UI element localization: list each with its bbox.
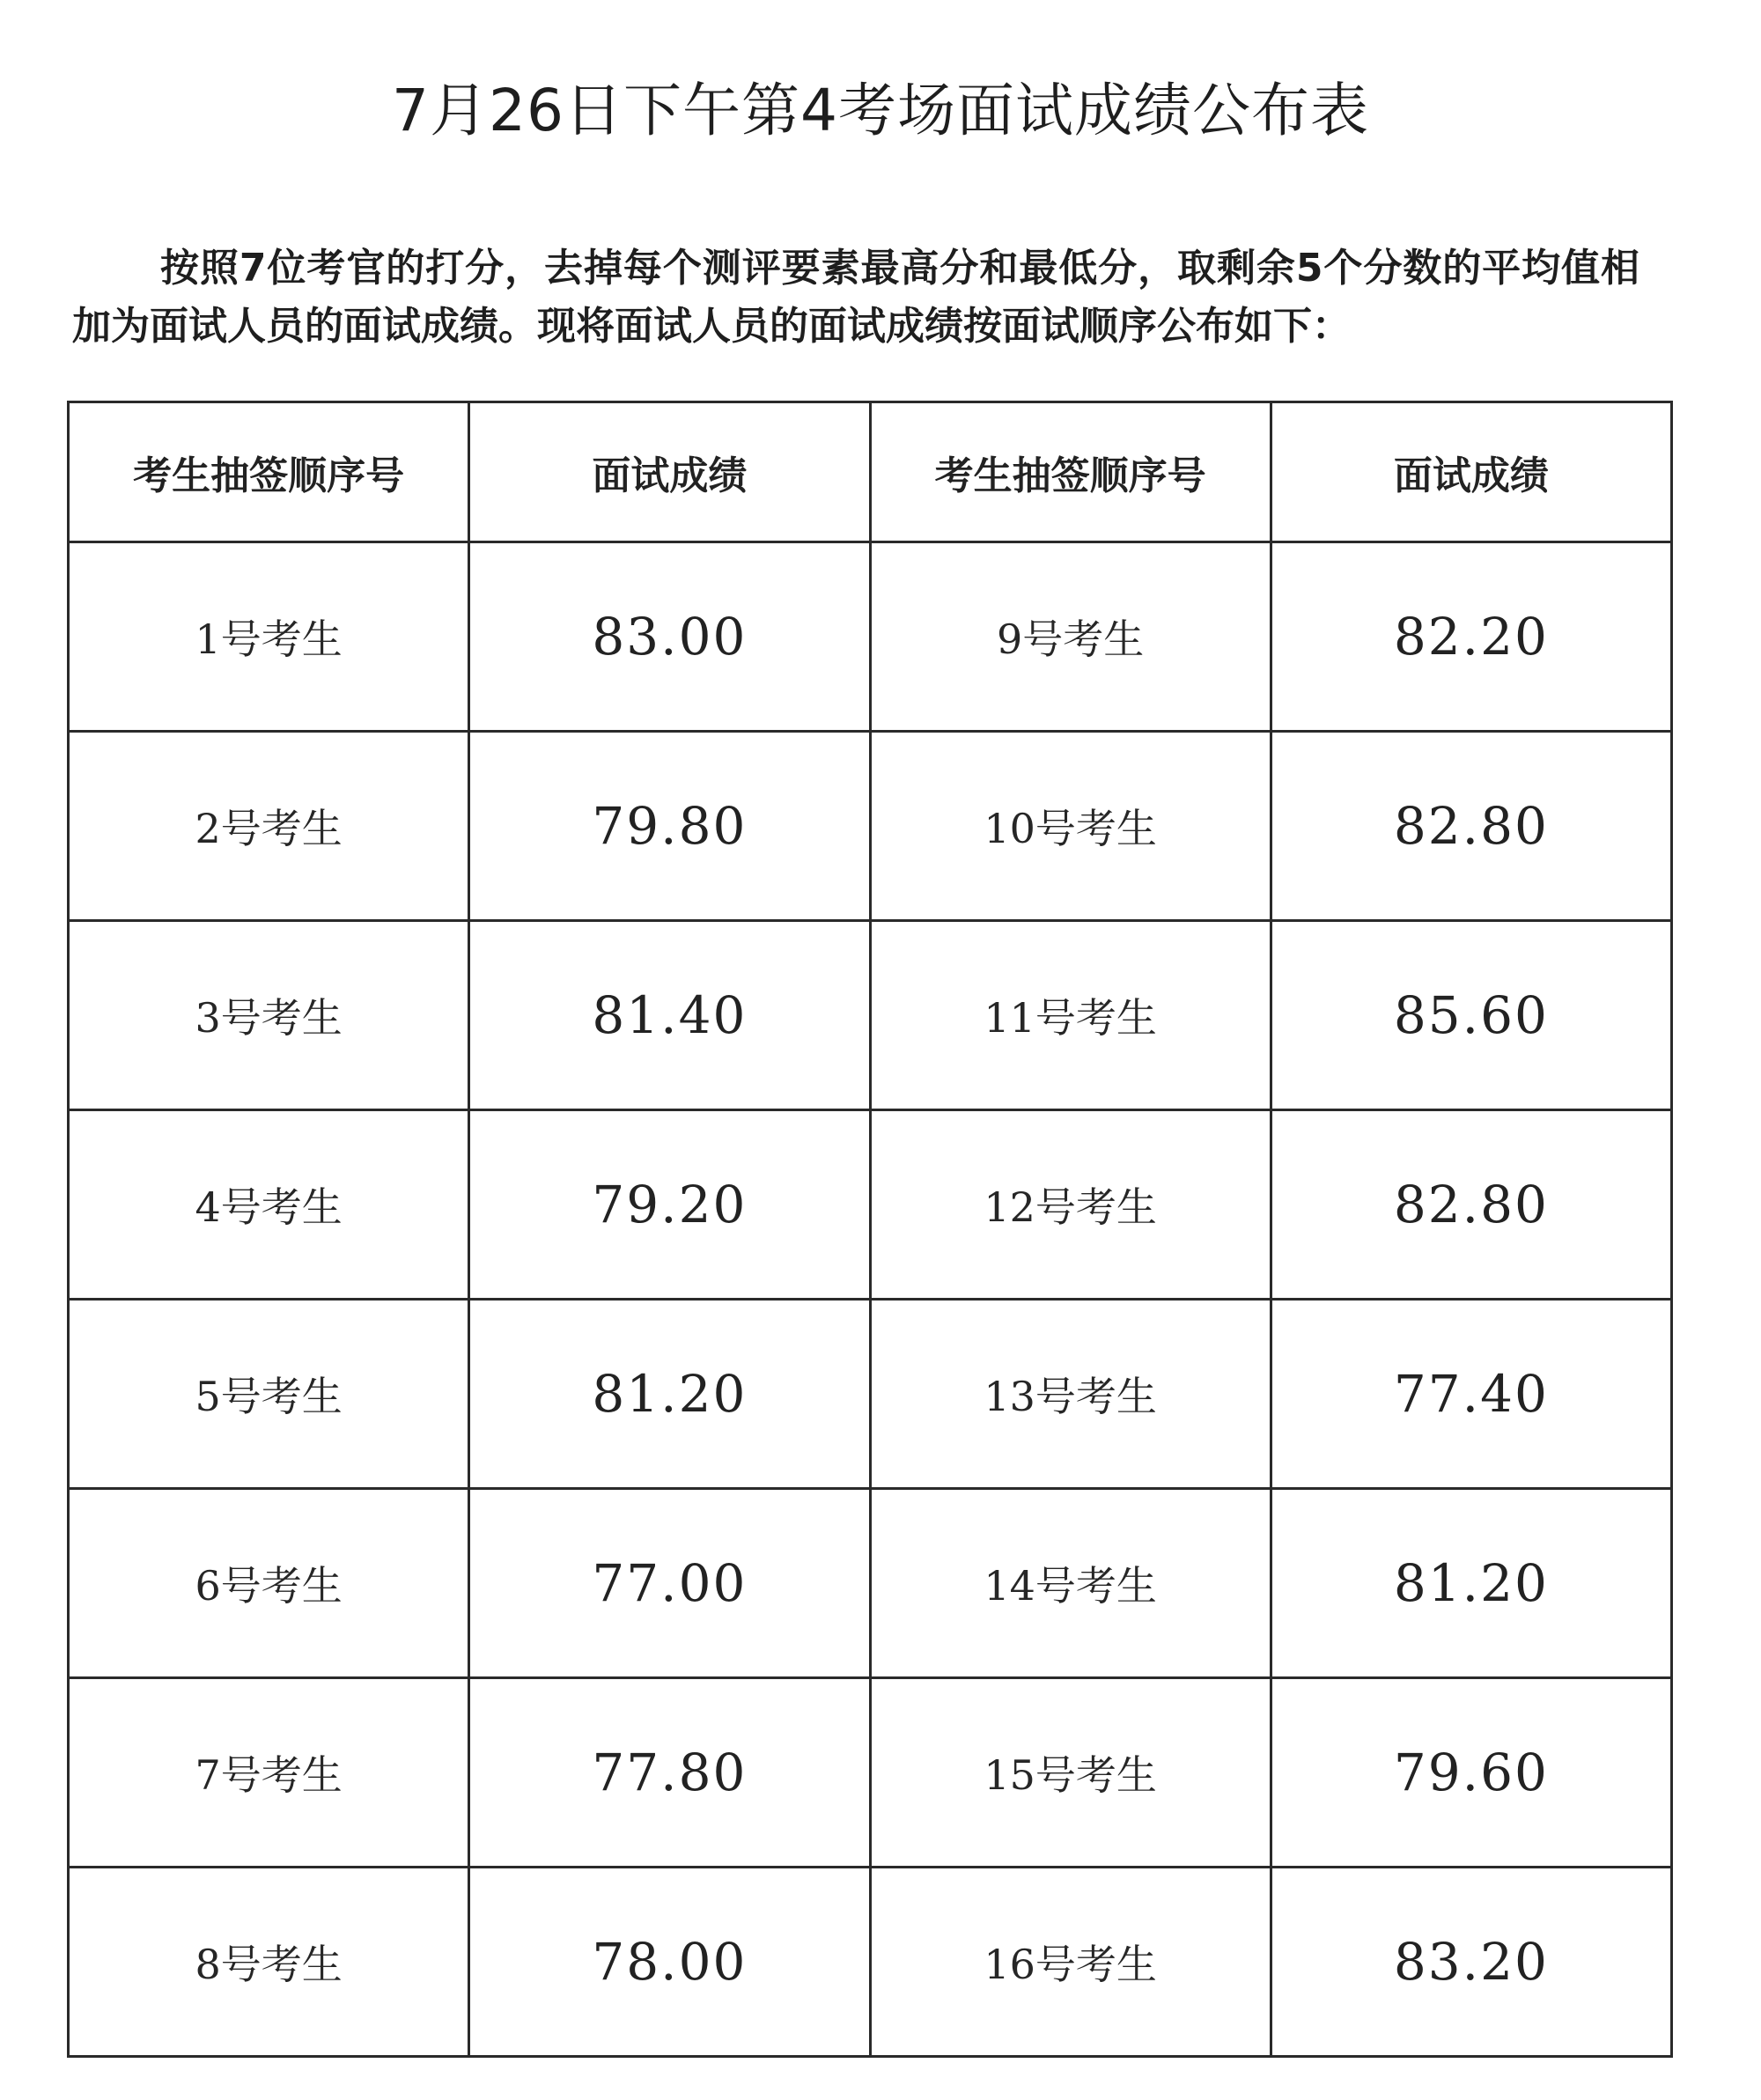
header-examinee-order-left: 考生抽签顺序号 — [69, 402, 469, 542]
examinee-cell: 3号考生 — [69, 921, 469, 1110]
header-score-right: 面试成绩 — [1271, 402, 1671, 542]
examinee-cell: 15号考生 — [870, 1678, 1271, 1868]
examinee-cell: 7号考生 — [69, 1678, 469, 1868]
header-row — [69, 402, 1672, 542]
table-body — [69, 542, 1672, 2057]
score-cell: 77.00 — [469, 1489, 870, 1678]
examinee-cell: 9号考生 — [870, 542, 1271, 732]
score-cell: 79.20 — [469, 1110, 870, 1300]
score-cell: 81.20 — [469, 1300, 870, 1489]
score-cell: 85.60 — [1271, 921, 1671, 1110]
header-examinee-order-right: 考生抽签顺序号 — [870, 402, 1271, 542]
table-row — [69, 1678, 1672, 1868]
score-cell: 79.80 — [469, 732, 870, 921]
examinee-cell: 10号考生 — [870, 732, 1271, 921]
intro-paragraph: 按照7位考官的打分，去掉每个测评要素最高分和最低分，取剩余5个分数的平均值相加为面试人员的面试成绩。现将面试人员的面试成绩按面试顺序公布如下： — [72, 246, 1639, 349]
examinee-cell: 5号考生 — [69, 1300, 469, 1489]
examinee-cell: 14号考生 — [870, 1489, 1271, 1678]
score-cell: 81.40 — [469, 921, 870, 1110]
score-cell: 78.00 — [469, 1868, 870, 2057]
page-title: 7月26日下午第4考场面试成绩公布表 — [392, 77, 1369, 144]
score-cell: 81.20 — [1271, 1489, 1671, 1678]
score-cell: 82.20 — [1271, 542, 1671, 732]
examinee-cell: 12号考生 — [870, 1110, 1271, 1300]
examinee-cell: 16号考生 — [870, 1868, 1271, 2057]
table-row — [69, 921, 1672, 1110]
examinee-cell: 11号考生 — [870, 921, 1271, 1110]
table-row — [69, 542, 1672, 732]
scores-table — [67, 401, 1673, 2058]
score-cell: 83.20 — [1271, 1868, 1671, 2057]
score-cell: 77.80 — [469, 1678, 870, 1868]
examinee-cell: 6号考生 — [69, 1489, 469, 1678]
score-cell: 79.60 — [1271, 1678, 1671, 1868]
examinee-cell: 4号考生 — [69, 1110, 469, 1300]
table-row — [69, 1110, 1672, 1300]
examinee-cell: 2号考生 — [69, 732, 469, 921]
score-cell: 82.80 — [1271, 1110, 1671, 1300]
table-row — [69, 732, 1672, 921]
header-score-left: 面试成绩 — [469, 402, 870, 542]
table-header — [69, 402, 1672, 542]
table-row — [69, 1489, 1672, 1678]
score-cell: 77.40 — [1271, 1300, 1671, 1489]
examinee-cell: 13号考生 — [870, 1300, 1271, 1489]
score-cell: 83.00 — [469, 542, 870, 732]
table-row — [69, 1300, 1672, 1489]
score-cell: 82.80 — [1271, 732, 1671, 921]
examinee-cell: 8号考生 — [69, 1868, 469, 2057]
examinee-cell: 1号考生 — [69, 542, 469, 732]
table-row — [69, 1868, 1672, 2057]
